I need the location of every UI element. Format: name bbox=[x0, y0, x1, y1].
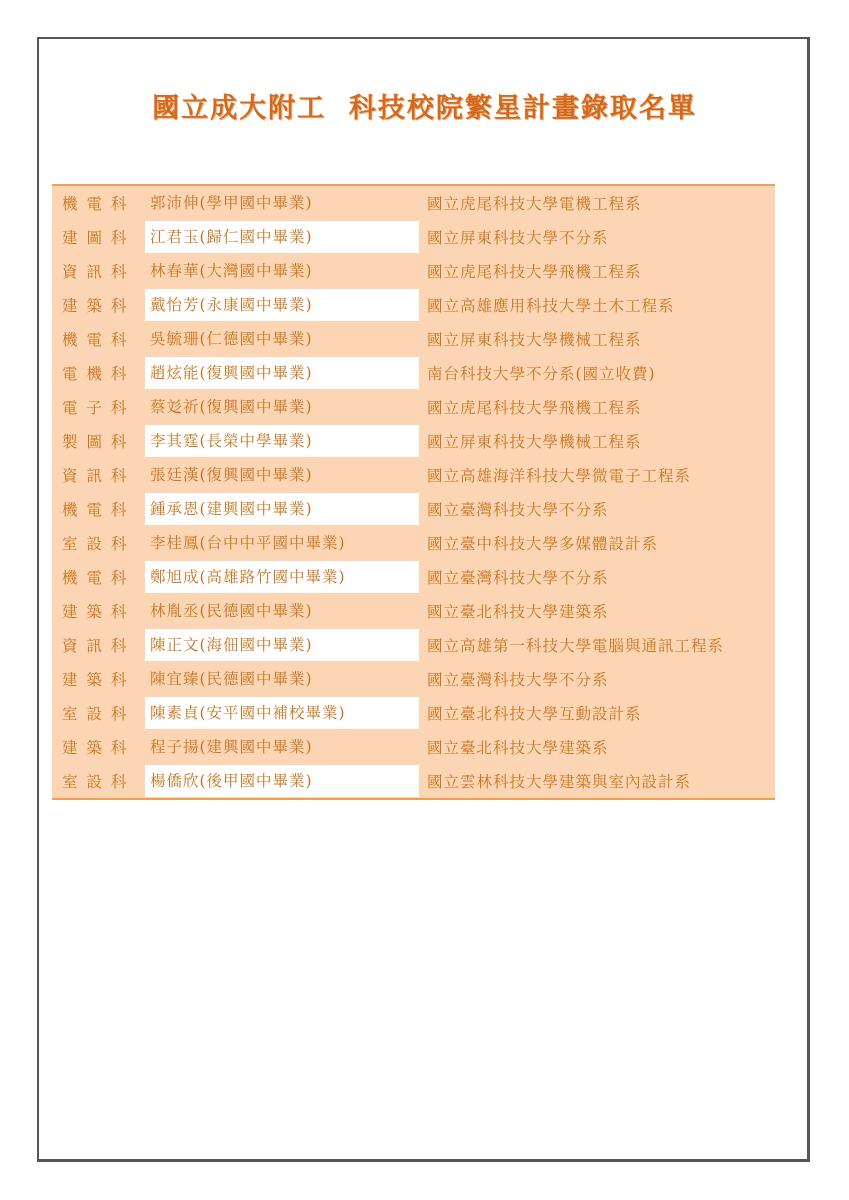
student-name: 陳宜臻(民德國中畢業) bbox=[150, 670, 313, 688]
student-name: 江君玉(歸仁國中畢業) bbox=[145, 221, 419, 253]
student-name: 程子揚(建興國中畢業) bbox=[150, 738, 313, 756]
admitted-program: 國立臺北科技大學互動設計系 bbox=[427, 705, 642, 723]
list-item bbox=[52, 628, 775, 662]
admitted-program: 國立屏東科技大學不分系 bbox=[427, 229, 609, 247]
department-label: 資訊科 bbox=[62, 263, 136, 281]
department-label: 資訊科 bbox=[62, 637, 136, 655]
admitted-program: 國立虎尾科技大學飛機工程系 bbox=[427, 263, 642, 281]
department-label: 建築科 bbox=[62, 671, 136, 689]
department-label: 電子科 bbox=[62, 399, 136, 417]
list-item bbox=[52, 322, 775, 356]
list-item bbox=[52, 696, 775, 730]
admitted-program: 國立臺灣科技大學不分系 bbox=[427, 671, 609, 689]
list-item bbox=[52, 254, 775, 288]
list-item bbox=[52, 764, 775, 798]
department-label: 建築科 bbox=[62, 739, 136, 757]
student-name: 鄭旭成(高雄路竹國中畢業) bbox=[145, 561, 419, 593]
admitted-program: 國立高雄應用科技大學土木工程系 bbox=[427, 297, 675, 315]
department-label: 建築科 bbox=[62, 603, 136, 621]
list-item bbox=[52, 356, 775, 390]
department-label: 室設科 bbox=[62, 535, 136, 553]
student-name: 張廷漢(復興國中畢業) bbox=[150, 466, 313, 484]
admitted-program: 國立屏東科技大學機械工程系 bbox=[427, 433, 642, 451]
list-item bbox=[52, 730, 775, 764]
student-name: 蔡彣祈(復興國中畢業) bbox=[150, 398, 313, 416]
admitted-program: 國立虎尾科技大學飛機工程系 bbox=[427, 399, 642, 417]
admitted-program: 國立臺北科技大學建築系 bbox=[427, 603, 609, 621]
department-label: 機電科 bbox=[62, 569, 136, 587]
admitted-program: 國立虎尾科技大學電機工程系 bbox=[427, 195, 642, 213]
student-name: 戴怡芳(永康國中畢業) bbox=[145, 289, 419, 321]
list-item bbox=[52, 424, 775, 458]
admitted-program: 國立臺灣科技大學不分系 bbox=[427, 501, 609, 519]
list-item bbox=[52, 186, 775, 220]
student-name: 郭沛伸(學甲國中畢業) bbox=[150, 194, 313, 212]
admitted-program: 國立屏東科技大學機械工程系 bbox=[427, 331, 642, 349]
student-name: 林胤丞(民德國中畢業) bbox=[150, 602, 313, 620]
admission-list bbox=[52, 184, 775, 800]
admitted-program: 南台科技大學不分系(國立收費) bbox=[427, 365, 656, 383]
department-label: 機電科 bbox=[62, 501, 136, 519]
department-label: 製圖科 bbox=[62, 433, 136, 451]
department-label: 資訊科 bbox=[62, 467, 136, 485]
page-title: 國立成大附工 科技校院繁星計畫錄取名單 bbox=[152, 93, 697, 124]
student-name: 楊僑欣(後甲國中畢業) bbox=[145, 765, 419, 797]
list-item bbox=[52, 526, 775, 560]
admitted-program: 國立臺北科技大學建築系 bbox=[427, 739, 609, 757]
department-label: 室設科 bbox=[62, 705, 136, 723]
student-name: 林春華(大灣國中畢業) bbox=[150, 262, 313, 280]
department-label: 建築科 bbox=[62, 297, 136, 315]
student-name: 陳素貞(安平國中補校畢業) bbox=[145, 697, 419, 729]
list-item bbox=[52, 492, 775, 526]
student-name: 吳毓珊(仁德國中畢業) bbox=[150, 330, 313, 348]
admitted-program: 國立高雄海洋科技大學微電子工程系 bbox=[427, 467, 692, 485]
student-name: 李桂鳳(台中中平國中畢業) bbox=[150, 534, 346, 552]
department-label: 機電科 bbox=[62, 195, 136, 213]
department-label: 電機科 bbox=[62, 365, 136, 383]
list-item bbox=[52, 458, 775, 492]
list-item bbox=[52, 220, 775, 254]
department-label: 建圖科 bbox=[62, 229, 136, 247]
student-name: 鍾承恩(建興國中畢業) bbox=[145, 493, 419, 525]
department-label: 機電科 bbox=[62, 331, 136, 349]
list-item bbox=[52, 390, 775, 424]
student-name: 陳正文(海佃國中畢業) bbox=[145, 629, 419, 661]
department-label: 室設科 bbox=[62, 773, 136, 791]
admitted-program: 國立高雄第一科技大學電腦與通訊工程系 bbox=[427, 637, 725, 655]
list-item bbox=[52, 560, 775, 594]
list-item bbox=[52, 594, 775, 628]
admitted-program: 國立臺中科技大學多媒體設計系 bbox=[427, 535, 659, 553]
student-name: 趙炫能(復興國中畢業) bbox=[145, 357, 419, 389]
admitted-program: 國立臺灣科技大學不分系 bbox=[427, 569, 609, 587]
student-name: 李其霆(長榮中學畢業) bbox=[145, 425, 419, 457]
list-item bbox=[52, 662, 775, 696]
list-item bbox=[52, 288, 775, 322]
admitted-program: 國立雲林科技大學建築與室內設計系 bbox=[427, 773, 692, 791]
